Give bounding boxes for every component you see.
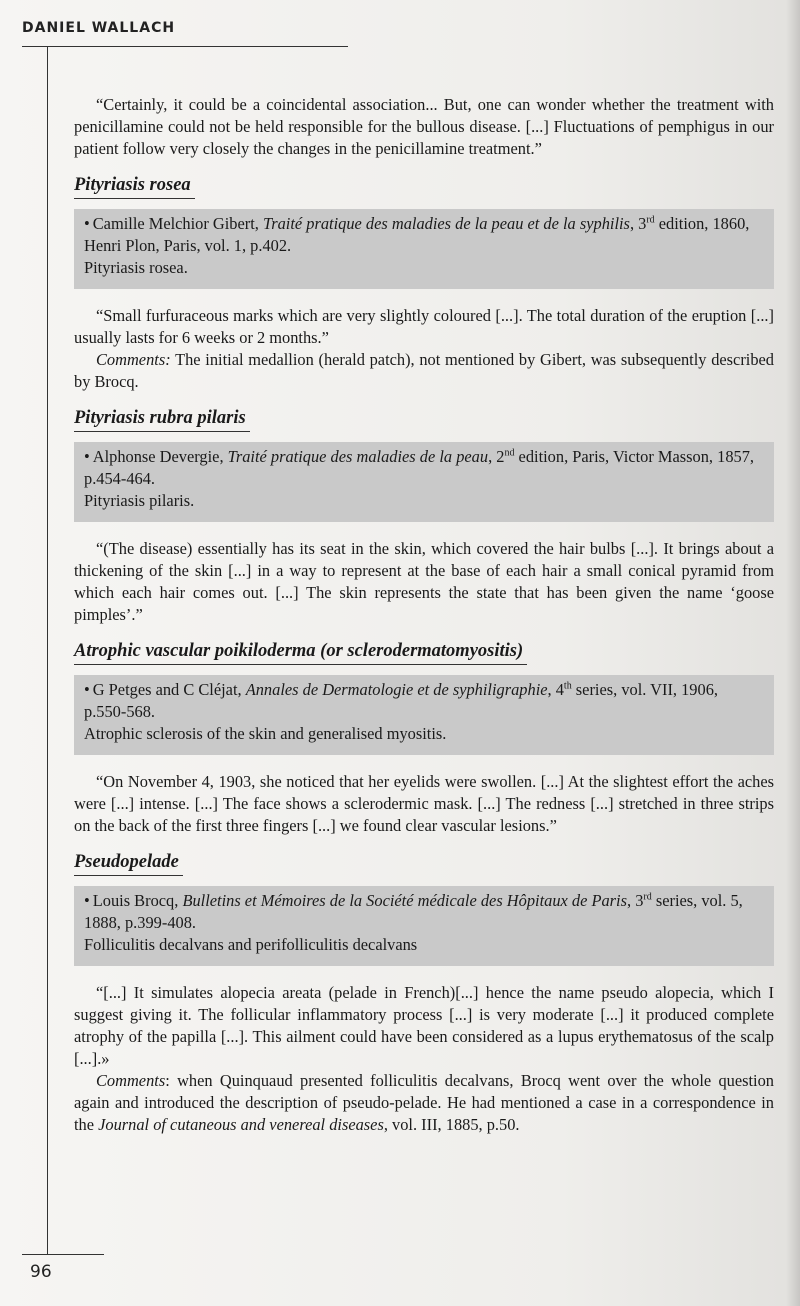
citation-rest: edition, Paris, Victor Masson, 1857, p.454-464. xyxy=(84,447,755,488)
citation-box xyxy=(74,675,774,755)
comment-text: The initial medallion (herald patch), not mentioned by Gibert, was subsequently described by Brocq. xyxy=(74,350,774,391)
citation-author: Camille Melchior Gibert, xyxy=(92,214,263,233)
citation-rest: series, vol. 5, 1888, p.399-408. xyxy=(84,891,743,932)
comment-label: Comments: xyxy=(96,350,171,369)
section-title: Pityriasis rubra pilaris xyxy=(74,407,250,432)
citation-edition-suffix: rd xyxy=(643,891,652,903)
citation-box xyxy=(74,209,774,289)
citation-edition-suffix: th xyxy=(563,680,572,692)
citation-work: Traité pratique des maladies de la peau et de la syphilis xyxy=(263,214,630,233)
page-number: 96 xyxy=(30,1262,52,1282)
comment-end: , vol. III, 1885, p.50. xyxy=(383,1115,520,1134)
citation-rest: edition, 1860, Henri Plon, Paris, vol. 1, p.402. xyxy=(84,214,750,255)
comment-label: Comments xyxy=(96,1071,166,1090)
section-pseudopelade xyxy=(74,837,774,1136)
citation-box xyxy=(74,442,774,522)
citation-rest: series, vol. VII, 1906, p.550-568. xyxy=(84,680,718,721)
page-content xyxy=(74,94,774,1136)
section-comment xyxy=(74,1070,774,1136)
footer-rule xyxy=(22,1254,104,1255)
intro-quote: “Certainly, it could be a coincidental association... But, one can wonder whether the treatment with penicillamine could not be held responsible for the bullous disease. [...] Fluctuations of pemphigus in our patient follow very closely the changes in the penicillamine treatment.” xyxy=(74,95,774,158)
citation-disease: Folliculitis decalvans and perifolliculitis decalvans xyxy=(84,935,418,954)
citation-disease: Atrophic sclerosis of the skin and generalised myositis. xyxy=(84,724,447,743)
section-title: Pseudopelade xyxy=(74,851,183,876)
section-atrophic-vascular-poikiloderma xyxy=(74,626,774,837)
section-quote: “Small furfuraceous marks which are very slightly coloured [...]. The total duration of the eruption [...] usually lasts for 6 weeks or 2 months.” xyxy=(74,306,774,347)
header-rule xyxy=(22,46,348,47)
bullet-icon: • xyxy=(84,891,90,910)
citation-author: G Petges and C Cléjat, xyxy=(92,680,246,699)
section-title: Pityriasis rosea xyxy=(74,174,195,199)
citation-edition: , 3 xyxy=(629,214,647,233)
citation-work: Traité pratique des maladies de la peau xyxy=(227,447,489,466)
bullet-icon: • xyxy=(84,214,90,233)
citation-edition-suffix: nd xyxy=(504,447,515,459)
section-quote: “(The disease) essentially has its seat in the skin, which covered the hair bulbs [...]. It brings about a thickening of the skin [...] in a way to represent at the base of each hair a small conical pyramid from which each hair comes out. [...] The skin represents the state that has been given the name ‘goose pimples’.” xyxy=(74,539,774,624)
section-pityriasis-rosea xyxy=(74,160,774,393)
comment-text: : when Quinquaud presented folliculitis decalvans, Brocq went over the whole question again and introduced the description of pseudo-pelade. He had mentioned a case in a correspondence in the xyxy=(74,1071,774,1134)
bullet-icon: • xyxy=(84,680,90,699)
citation-author: Louis Brocq, xyxy=(92,891,183,910)
citation-disease: Pityriasis pilaris. xyxy=(84,491,195,510)
section-quote: “[...] It simulates alopecia areata (pelade in French)[...] hence the name pseudo alopecia, which I suggest giving it. The follicular inflammatory process [...] is very moderate [...] it produced complete atrophy of the papilla [...]. This ailment could have been considered as a lupus erythematosus of the scalp [...].» xyxy=(74,983,774,1068)
citation-author: Alphonse Devergie, xyxy=(92,447,228,466)
margin-rule xyxy=(47,46,48,1254)
section-comment xyxy=(74,349,774,393)
section-pityriasis-rubra-pilaris xyxy=(74,393,774,626)
bullet-icon: • xyxy=(84,447,90,466)
citation-edition: , 2 xyxy=(488,447,505,466)
citation-edition-suffix: rd xyxy=(646,214,655,226)
citation-disease: Pityriasis rosea. xyxy=(84,258,188,277)
citation-work: Bulletins et Mémoires de la Société médicale des Hôpitaux de Paris xyxy=(182,891,627,910)
section-title: Atrophic vascular poikiloderma (or sclerodermatomyositis) xyxy=(74,640,527,665)
comment-journal: Journal of cutaneous and venereal diseases xyxy=(98,1115,384,1134)
running-header: DANIEL WALLACH xyxy=(22,20,176,36)
citation-edition: , 3 xyxy=(627,891,644,910)
citation-box xyxy=(74,886,774,966)
citation-edition: , 4 xyxy=(547,680,564,699)
page-edge-shadow xyxy=(786,0,800,1306)
section-quote: “On November 4, 1903, she noticed that her eyelids were swollen. [...] At the slightest effort the aches were [...] intense. [...] The face shows a sclerodermic mask. [...] The redness [...] stretched in three strips on the back of the first three fingers [...] we found clear vascular lesions.” xyxy=(74,772,774,835)
citation-work: Annales de Dermatologie et de syphiligraphie xyxy=(245,680,548,699)
